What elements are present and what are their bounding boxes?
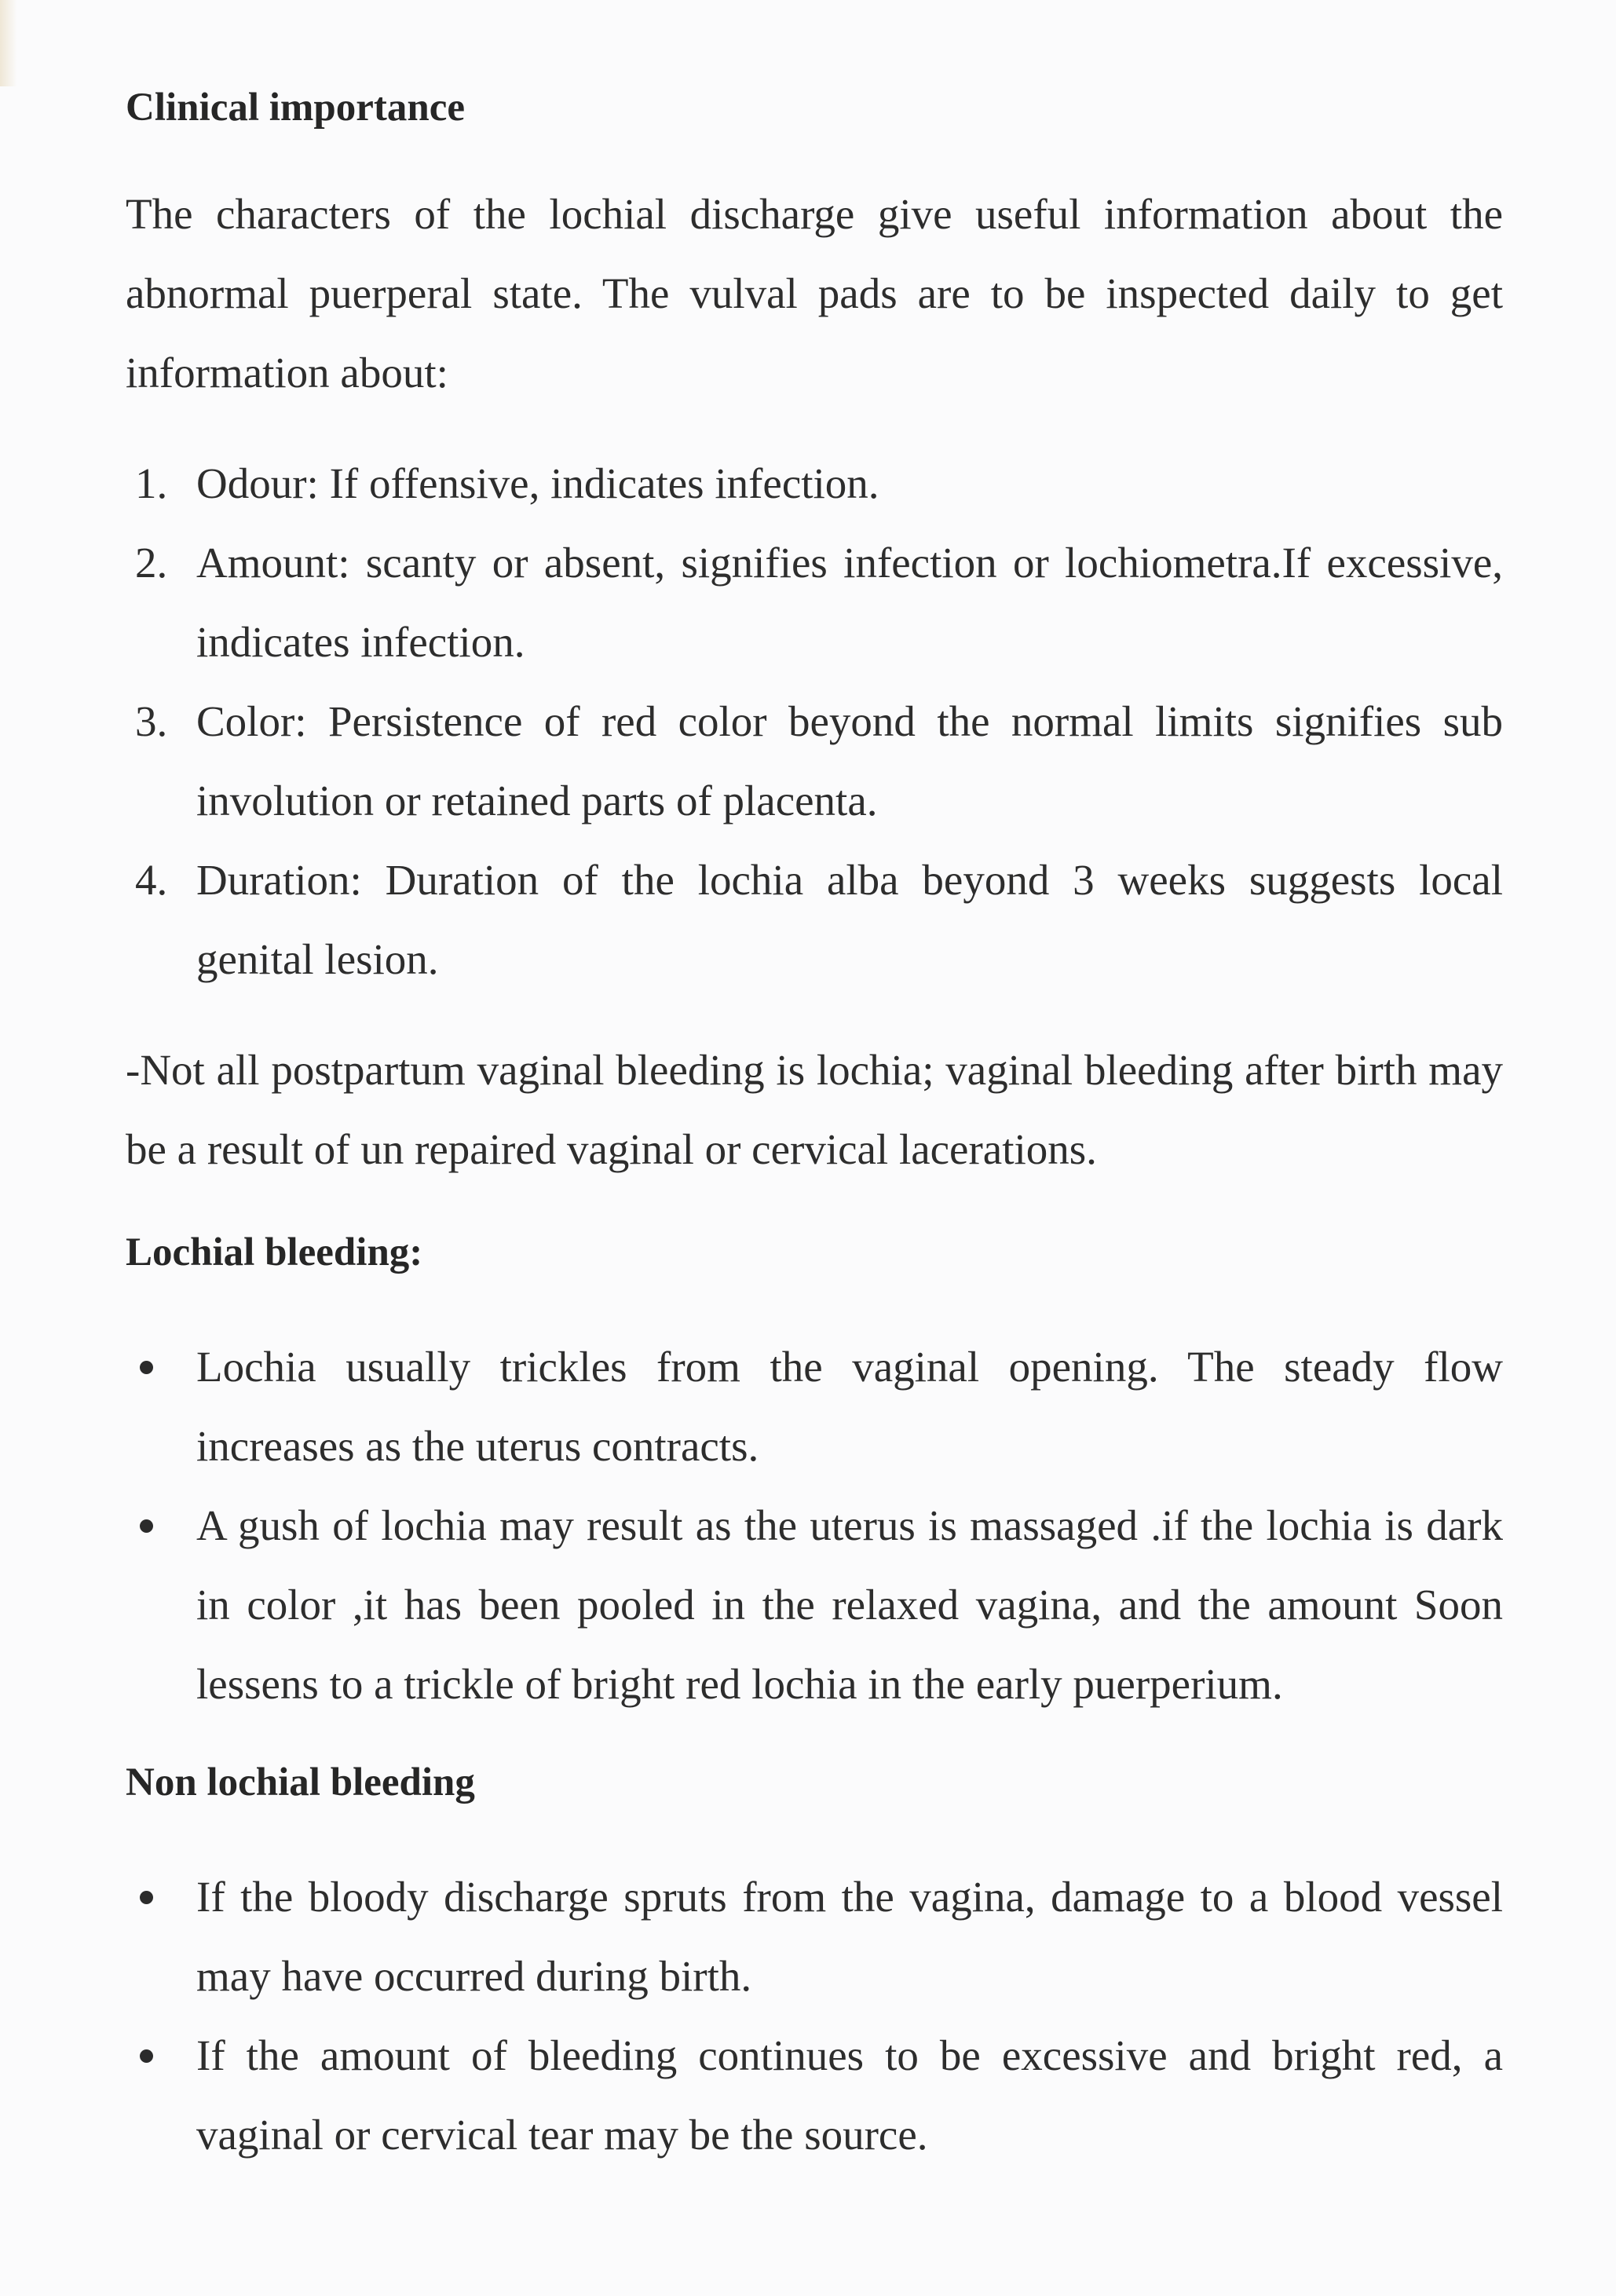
heading-clinical-importance: Clinical importance [126,86,466,130]
list-item [126,840,1503,999]
list-item-text: If the amount of bleeding continues to be excessive and bright red, a vaginal or cervical tear may be the source. [196,2031,1503,2159]
list-item [126,523,1503,682]
bullet-list-non-lochial-bleeding [126,1857,1503,2174]
list-item-text: If the bloody discharge spruts from the vagina, damage to a blood vessel may have occurred during birth. [196,1873,1503,2000]
bullet-icon [140,2049,153,2063]
list-item-text: Lochia usually trickles from the vaginal opening. The steady flow increases as the uterus contracts. [196,1343,1503,1470]
list-item-text: Amount: scanty or absent, signifies infection or lochiometra.If excessive, indicates infection. [196,539,1503,666]
bullet-icon [140,1361,153,1374]
list-item-text: Odour: If offensive, indicates infection. [196,459,879,507]
list-item-text: A gush of lochia may result as the uterus is massaged .if the lochia is dark in color ,it has been pooled in the relaxed vagina, and the amount Soon lessens to a trickle of bright red lochia in the early puerperium. [196,1501,1503,1708]
list-number: 3. [135,697,168,745]
list-item [126,1857,1503,2016]
bullet-icon [140,1891,153,1904]
list-item [126,2016,1503,2174]
list-item [126,1486,1503,1724]
list-number: 4. [135,856,168,904]
list-number: 1. [135,459,168,507]
bullet-list-lochial-bleeding [126,1327,1503,1724]
numbered-list-lochia-characters [126,444,1503,999]
heading-non-lochial-bleeding: Non lochial bleeding [126,1760,475,1804]
note-paragraph: -Not all postpartum vaginal bleeding is lochia; vaginal bleeding after birth may be a result of un repaired vaginal or cervical lacerations. [126,1046,1503,1173]
intro-paragraph: The characters of the lochial discharge give useful information about the abnormal puerperal state. The vulval pads are to be inspected daily to get information about: [126,190,1503,397]
heading-lochial-bleeding: Lochial bleeding: [126,1230,423,1274]
list-item-text: Duration: Duration of the lochia alba beyond 3 weeks suggests local genital lesion. [196,856,1503,983]
list-item [126,444,1503,523]
list-item [126,682,1503,840]
list-number: 2. [135,539,168,587]
list-item [126,1327,1503,1486]
bullet-icon [140,1519,153,1533]
list-item-text: Color: Persistence of red color beyond the normal limits signifies sub involution or retained parts of placenta. [196,697,1503,824]
